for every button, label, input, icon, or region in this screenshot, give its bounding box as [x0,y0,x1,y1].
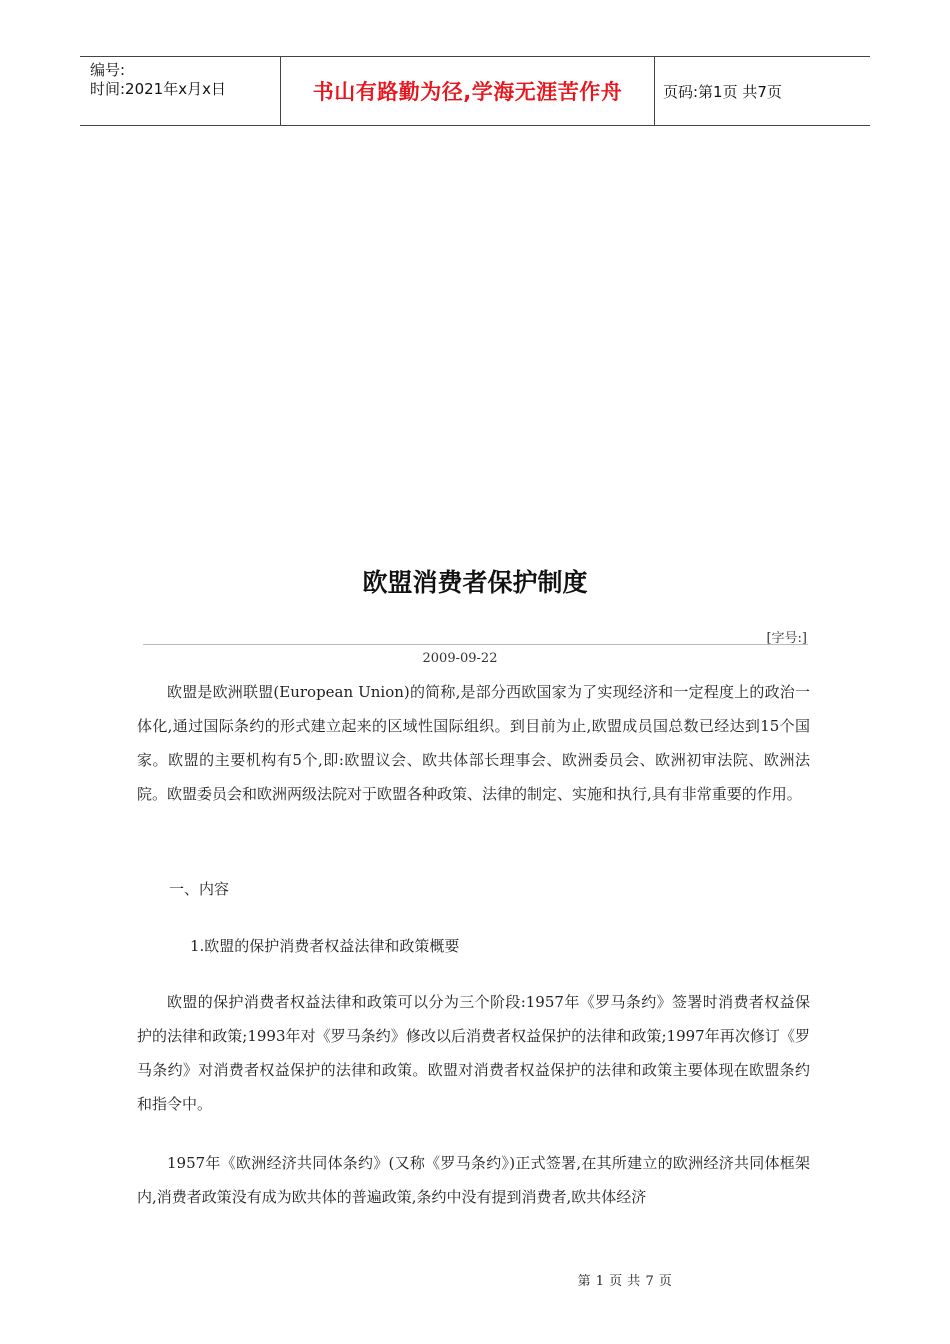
font-size-tag: [字号:] [766,631,807,646]
header-meta-cell [80,57,281,125]
header-motto-cell [281,57,655,125]
motto-text: 书山有路勤为径,学海无涯苦作舟 [312,80,623,104]
section-heading: 一、内容 [169,880,230,898]
page-footer: 第 1 页 共 7 页 [577,1274,673,1289]
paragraph-1957: 1957年《欧洲经济共同体条约》(又称《罗马条约》)正式签署,在其所建立的欧洲经济共同体框架内,消费者政策没有成为欧共体的普遍政策,条约中没有提到消费者,欧共体经济 [137,1154,810,1206]
paragraph-overview: 欧盟的保护消费者权益法律和政策可以分为三个阶段:1957年《罗马条约》签署时消费者权益保护的法律和政策;1993年对《罗马条约》修改以后消费者权益保护的法律和政策;1997年再次修订《罗马条约》对消费者权益保护的法律和政策。欧盟对消费者权益保护的法律和政策主要体现在欧盟条约和指令中。 [137,993,810,1113]
title-divider [143,644,808,645]
number-label: 编号: [90,61,126,79]
header-page-cell [655,57,870,125]
time-label: 时间:2021年x月x日 [90,80,226,98]
article-date: 2009-09-22 [422,651,498,666]
paragraph-intro: 欧盟是欧洲联盟(European Union)的简称,是部分西欧国家为了实现经济和一定程度上的政治一体化,通过国际条约的形式建立起来的区域性国际组织。到目前为止,欧盟成员国总数已经达到15个国家。欧盟的主要机构有5个,即:欧盟议会、欧共体部长理事会、欧洲委员会、欧洲初审法院、欧洲法院。欧盟委员会和欧洲两级法院对于欧盟各种政策、法律的制定、实施和执行,具有非常重要的作用。 [137,683,810,803]
article-title: 欧盟消费者保护制度 [362,568,588,597]
document-header [80,56,870,126]
subsection-heading: 1.欧盟的保护消费者权益法律和政策概要 [190,937,460,955]
page-info: 页码:第1页 共7页 [663,82,782,101]
